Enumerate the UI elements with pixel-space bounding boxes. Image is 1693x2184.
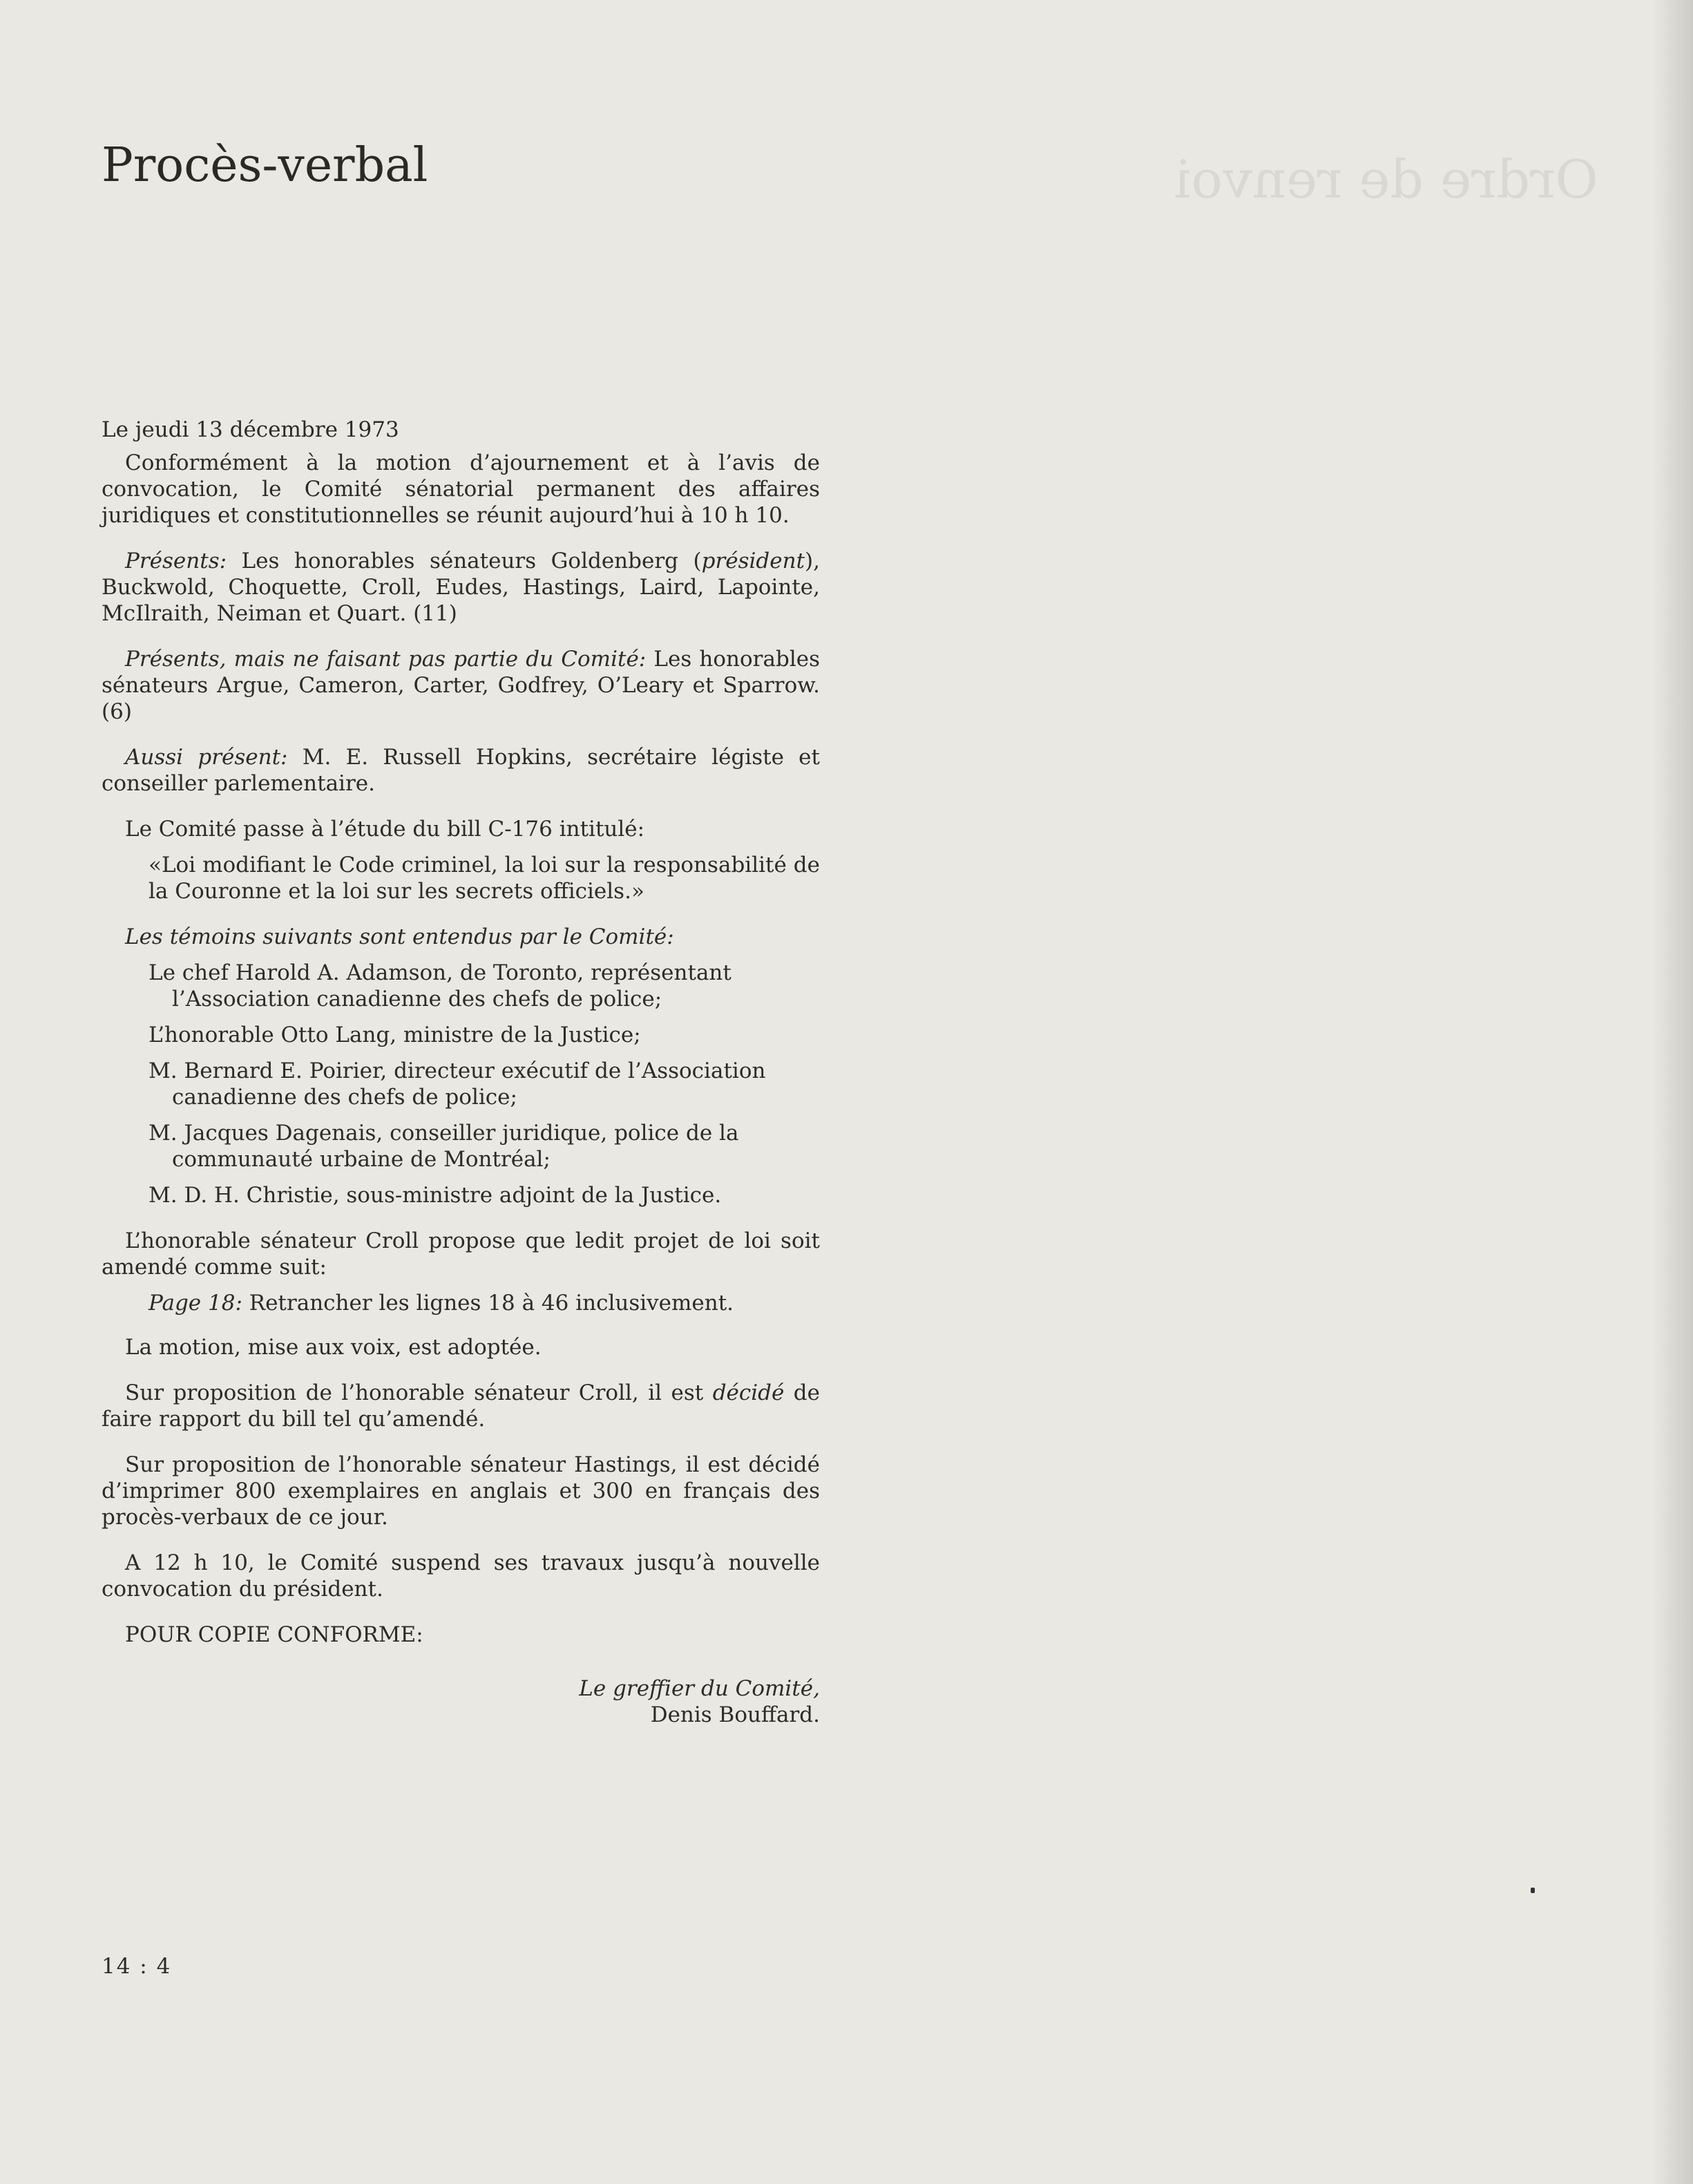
page-title: Procès-verbal bbox=[102, 138, 428, 193]
bill-intro: Le Comité passe à l’étude du bill C-176 intitulé: bbox=[125, 817, 645, 842]
also-present-label: Aussi présent: bbox=[125, 745, 288, 770]
present-text-b: ), Buckwold, Choquette, Croll, Eudes, Hastings, Laird, Lapointe, McIlraith, Neiman et Quart. (11) bbox=[102, 549, 820, 626]
president-word: président bbox=[701, 549, 805, 573]
also-present-text: M. E. Russell Hopkins, secrétaire légiste et conseiller parlementaire. bbox=[102, 745, 820, 796]
motion-adopted: La motion, mise aux voix, est adoptée. bbox=[125, 1335, 542, 1360]
amendment-motion: L’honorable sénateur Croll propose que ledit projet de loi soit amendé comme suit: bbox=[102, 1228, 820, 1280]
non-members-text: Les honorables sénateurs Argue, Cameron, Carter, Godfrey, O’Leary et Sparrow. (6) bbox=[102, 647, 820, 724]
clerk-signature bbox=[102, 1675, 820, 1728]
report-text-a: Sur proposition de l’honorable sénateur Croll, il est bbox=[125, 1380, 713, 1405]
witness-item: M. D. H. Christie, sous-ministre adjoint de la Justice. bbox=[149, 1183, 722, 1208]
opening-paragraph: Conformément à la motion d’ajournement et à l’avis de convocation, le Comité sénatorial permanent des affaires juridiques et constitutionnelles se réunit aujourd’hui à 10 h 10. bbox=[102, 450, 820, 528]
clerk-name: Denis Bouffard. bbox=[650, 1702, 820, 1727]
decided-word: décidé bbox=[712, 1380, 785, 1405]
clerk-role: Le greffier du Comité, bbox=[579, 1676, 820, 1701]
bleed-through-title: Ordre de renvoi bbox=[1174, 149, 1598, 210]
witness-item: M. Jacques Dagenais, conseiller juridique, police de la communauté urbaine de Montréal; bbox=[149, 1121, 739, 1172]
printing-decision: Sur proposition de l’honorable sénateur Hastings, il est décidé d’imprimer 800 exemplaires en anglais et 300 en français des procès-verbaux de ce jour. bbox=[102, 1452, 820, 1530]
present-non-members bbox=[102, 646, 820, 725]
amendment-text: Retrancher les lignes 18 à 46 inclusivement. bbox=[242, 1291, 734, 1316]
meeting-date: Le jeudi 13 décembre 1973 bbox=[102, 417, 399, 442]
present-members bbox=[102, 548, 820, 627]
certified-copy: POUR COPIE CONFORME: bbox=[125, 1622, 423, 1647]
witness-item: M. Bernard E. Poirier, directeur exécutif de l’Association canadienne des chefs de police; bbox=[149, 1058, 766, 1110]
witness-item: Le chef Harold A. Adamson, de Toronto, représentant l’Association canadienne des chefs de police; bbox=[149, 960, 731, 1012]
bill-title: «Loi modifiant le Code criminel, la loi sur la responsabilité de la Couronne et la loi sur les secrets officiels.» bbox=[149, 853, 820, 904]
also-present bbox=[102, 744, 820, 797]
report-text-b: de faire rapport du bill tel qu’amendé. bbox=[102, 1380, 820, 1432]
page-number: 14 : 4 bbox=[102, 1954, 172, 1979]
non-members-label: Présents, mais ne faisant pas partie du Comité: bbox=[125, 647, 647, 672]
adjournment: A 12 h 10, le Comité suspend ses travaux jusqu’à nouvelle convocation du président. bbox=[102, 1550, 820, 1602]
witness-item: L’honorable Otto Lang, ministre de la Justice; bbox=[149, 1023, 641, 1047]
witnesses-heading bbox=[102, 924, 820, 950]
ink-speck bbox=[1531, 1888, 1535, 1893]
minutes-body bbox=[102, 417, 820, 1747]
witnesses-heading-text: Les témoins suivants sont entendus par le Comité: bbox=[125, 924, 674, 949]
amendment-detail bbox=[102, 1290, 820, 1316]
present-label: Présents: bbox=[125, 549, 227, 573]
page-edge-shadow bbox=[1652, 0, 1693, 2184]
report-decision bbox=[102, 1380, 820, 1432]
amendment-page-label: Page 18: bbox=[149, 1291, 242, 1316]
present-text-a: Les honorables sénateurs Goldenberg ( bbox=[227, 549, 702, 573]
